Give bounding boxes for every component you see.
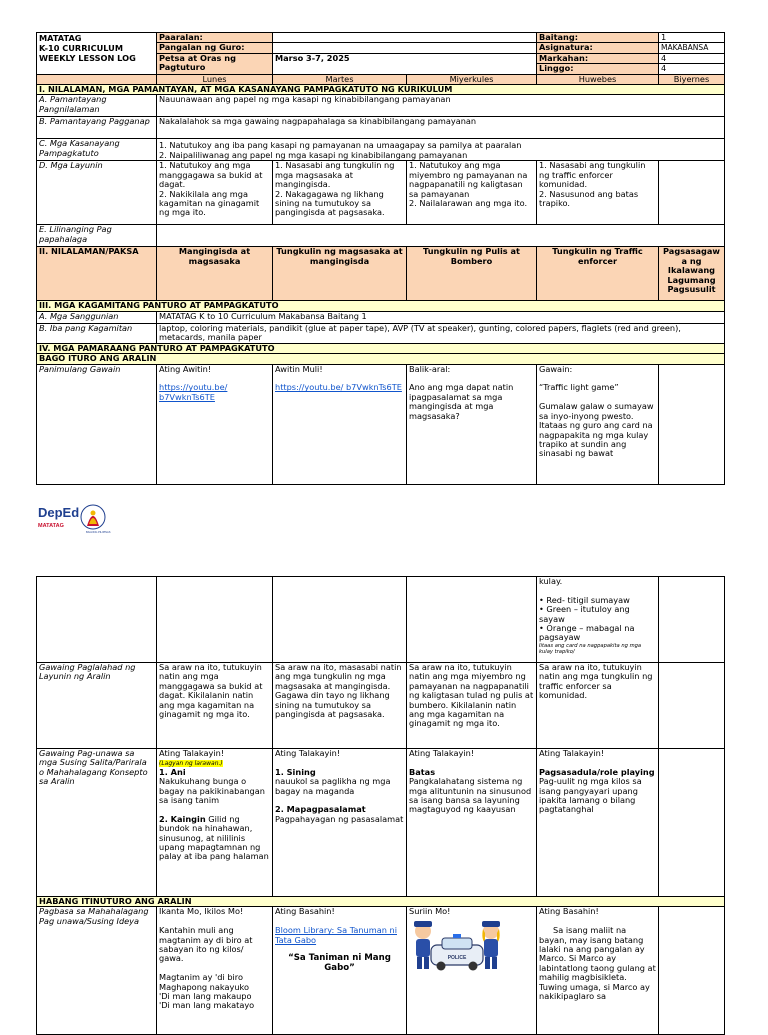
asignatura-label: Asignatura: bbox=[537, 43, 659, 53]
cont-biyernes bbox=[659, 577, 725, 663]
bago-ituro-title: BAGO ITURO ANG ARALIN bbox=[37, 354, 725, 364]
paksa-lunes: Mangingisda at magsasaka bbox=[157, 247, 273, 301]
pagbasa-martes: Ating Basahin! Bloom Library: Sa Tanuman ni Tata Gabo “Sa Taniman ni Mang Gabo” bbox=[273, 907, 407, 1035]
guro-value bbox=[273, 43, 537, 53]
pagbasa-label: Pagbasa sa Mahahalagang Pag unawa/Susing Ideya bbox=[37, 907, 157, 1035]
paaralan-value bbox=[273, 33, 537, 43]
e-label: E. Lilinanging Pag papahalaga bbox=[37, 225, 157, 247]
deped-logo bbox=[36, 500, 156, 536]
pagbasa-lunes: Ikanta Mo, Ikilos Mo! Kantahin muli ang magtanim ay di biro at sabayan ito ng kilos/ gawa. Magtanim ay 'di biro Maghapong nakayuko 'Di man lang makaupo 'Di man lang makatayo bbox=[157, 907, 273, 1035]
cont-label bbox=[37, 577, 157, 663]
pag-unawa-biyernes bbox=[659, 749, 725, 897]
pag-unawa-martes: Ating Talakayin! 1. Sining nauukol sa paglikha ng mga bagay na maganda 2. Mapagpasalamat Pagpahayagan ng pasasalamat bbox=[273, 749, 407, 897]
layunin-miyerkules: Sa araw na ito, tutukuyin natin ang mga miyembro ng pamayanan na nagpapanatili ng kaligtasan tulad ng pulis at bumbero. Kikilalanin natin ang mga kagamitan na ginagamit ng mga ito. bbox=[407, 663, 537, 749]
day-blank bbox=[37, 74, 157, 84]
cont-note: Iitaas ang card na nagpapakita ng mga kulay trapiko/ bbox=[539, 642, 642, 655]
footer-logos bbox=[36, 500, 156, 536]
petsa-label: Petsa at Oras ng Pagtuturo bbox=[157, 53, 273, 74]
cont-huwebes: kulay. • Red- titigil sumayaw • Green – itutuloy ang sayaw • Orange – mabagal na pagsayaw Iitaas ang card na nagpapakita ng mga kulay trapiko/ bbox=[537, 577, 659, 663]
a-label: A. Pamantayang Pangnilalaman bbox=[37, 95, 157, 117]
baitang-value: 1 bbox=[659, 33, 725, 43]
markahan-value: 4 bbox=[659, 53, 725, 63]
section-4-title: IV. MGA PAMARAANG PANTURO AT PAMPAGKATUTO bbox=[37, 343, 725, 353]
a-text: Nauunawaan ang papel ng mga kasapi ng kinabibilangang pamayanan bbox=[157, 95, 725, 117]
asignatura-value: MAKABANSA bbox=[659, 43, 725, 53]
log-title: MATATAG K-10 CURRICULUM WEEKLY LESSON LOG bbox=[37, 33, 157, 75]
b-label: B. Pamantayang Pagganap bbox=[37, 117, 157, 139]
day-biyernes: Biyernes bbox=[659, 74, 725, 84]
c-text: 1. Natutukoy ang iba pang kasapi ng pamayanan na umaagapay sa pamilya at paaralan 2. Naipaliliwanag ang papel ng mga kasapi ng kinabibilangang pamayanan bbox=[157, 139, 725, 161]
guro-label: Pangalan ng Guro: bbox=[157, 43, 273, 53]
pag-unawa-label: Gawaing Pag-unawa sa mga Susing Salita/Parirala o Mahahalagang Konsepto sa Aralin bbox=[37, 749, 157, 897]
baitang-label: Baitang: bbox=[537, 33, 659, 43]
panimula-miyerkules: Balik-aral: Ano ang mga dapat natin ipagpasalamat sa mga mangingisda at mga magsasaka? bbox=[407, 364, 537, 484]
youtube-link-martes[interactable]: https://youtu.be/ b7VwknTs6TE bbox=[275, 382, 402, 393]
lesson-log-table-2 bbox=[36, 576, 725, 1035]
habang-ituro-title: HABANG ITINUTURO ANG ARALIN bbox=[37, 897, 725, 907]
layunin-huwebes: Sa araw na ito, tutukuyin natin ang mga tungkulin ng traffic enforcer sa komunidad. bbox=[537, 663, 659, 749]
linggo-value: 4 bbox=[659, 64, 725, 74]
cont-miyerkules bbox=[407, 577, 537, 663]
b-text: Nakalalahok sa mga gawaing nagpapahalaga sa kinabibilangang pamayanan bbox=[157, 117, 725, 139]
section-2-title: II. NILALAMAN/PAKSA bbox=[37, 247, 157, 301]
panimula-martes: Awitin Muli! https://youtu.be/ b7VwknTs6TE bbox=[273, 364, 407, 484]
pag-unawa-huwebes: Ating Talakayin! Pagsasadula/role playing Pag-uulit ng mga kilos sa isang pangyayari upang ipakita lamang o bilang pagtatanghal bbox=[537, 749, 659, 897]
paksa-huwebes: Tungkulin ng Traffic enforcer bbox=[537, 247, 659, 301]
layunin-martes: Sa araw na ito, masasabi natin ang mga tungkulin ng mga magsasaka at mangingisda. Gagawa din tayo ng likhang sining na tumutukoy sa pangingisda at pagsasaka. bbox=[273, 663, 407, 749]
paksa-biyernes: Pagsasagawa ng Ikalawang Lagumang Pagsusulit bbox=[659, 247, 725, 301]
e-text bbox=[157, 225, 725, 247]
day-miyerkules: Miyerkules bbox=[407, 74, 537, 84]
kagamitan-text: laptop, coloring materials, pandikit (glue at paper tape), AVP (TV at speaker), gunting, colored papers, flaglets (red and green), metacards, manila paper bbox=[157, 323, 725, 343]
section-3-title: III. MGA KAGAMITANG PANTURO AT PAMPAGKATUTO bbox=[37, 301, 725, 311]
pag-unawa-miyerkules: Ating Talakayin! Batas Pangkalahatang sistema ng mga alituntunin na sinusunod sa isang bansa sa layuning magtaguyod ng kaayusan bbox=[407, 749, 537, 897]
lesson-log-page-2 bbox=[36, 576, 724, 1035]
police-car-text: POLICE bbox=[447, 954, 467, 961]
linggo-label: Linggo: bbox=[537, 64, 659, 74]
sanggunian-label: A. Mga Sanggunian bbox=[37, 311, 157, 323]
panimula-biyernes bbox=[659, 364, 725, 484]
petsa-value: Marso 3-7, 2025 bbox=[273, 53, 537, 74]
cont-lunes bbox=[157, 577, 273, 663]
pagbasa-miyerkules: Suriin Mo! POLICE bbox=[407, 907, 537, 1035]
kagamitan-label: B. Iba pang Kagamitan bbox=[37, 323, 157, 343]
panimula-label: Panimulang Gawain bbox=[37, 364, 157, 484]
paaralan-label: Paaralan: bbox=[157, 33, 273, 43]
bagong-pilipinas-text: BAGONG PILIPINAS bbox=[86, 531, 111, 534]
bloom-library-link[interactable]: Bloom Library: Sa Tanuman ni Tata Gabo bbox=[275, 925, 397, 945]
d-miyerkules: 1. Natutukoy ang mga miyembro ng pamayanan na nagpapanatili ng kaligtasan sa pamayanan 2. Nailalarawan ang mga ito. bbox=[407, 161, 537, 225]
highlight-note: (Lagyan ng larawan.) bbox=[159, 760, 223, 768]
c-label: C. Mga Kasanayang Pampagkatuto bbox=[37, 139, 157, 161]
pagbasa-huwebes: Ating Basahin! Sa isang maliit na bayan, may isang batang lalaki na ang pangalan ay Marco. Si Marco ay labintatlong taong gulang at mahilig magbisikleta. Tuwing umaga, si Marco ay nakikipaglaro sa bbox=[537, 907, 659, 1035]
police-illustration bbox=[409, 917, 505, 977]
matatag-logo-text: MATATAG bbox=[38, 523, 64, 529]
sanggunian-text: MATATAG K to 10 Curriculum Makabansa Baitang 1 bbox=[157, 311, 725, 323]
day-huwebes: Huwebes bbox=[537, 74, 659, 84]
d-label: D. Mga Layunin bbox=[37, 161, 157, 225]
pag-unawa-lunes: Ating Talakayin! (Lagyan ng larawan.) 1. Ani Nakukuhang bunga o bagay na pakikinabangan sa isang tanim 2. Kaingin Gilid ng bundok na hinahawan, sinusunog, at nililinis upang mapagtamnan ng palay at iba pang halaman bbox=[157, 749, 273, 897]
layunin-biyernes bbox=[659, 663, 725, 749]
layunin-lunes: Sa araw na ito, tutukuyin natin ang mga manggagawa sa bukid at dagat. Kikilalanin natin ang mga kagamitan na ginagamit ng mga ito. bbox=[157, 663, 273, 749]
panimula-lunes: Ating Awitin! https://youtu.be/ b7VwknTs6TE bbox=[157, 364, 273, 484]
markahan-label: Markahan: bbox=[537, 53, 659, 63]
section-1-title: I. NILALAMAN, MGA PAMANTAYAN, AT MGA KASANAYANG PAMPAGKATUTO NG KURIKULUM bbox=[37, 85, 725, 95]
pagbasa-biyernes bbox=[659, 907, 725, 1035]
lesson-log-table-1 bbox=[36, 32, 725, 485]
deped-logo-text: DepEd bbox=[38, 505, 80, 520]
paksa-miyerkules: Tungkulin ng Pulis at Bombero bbox=[407, 247, 537, 301]
d-biyernes bbox=[659, 161, 725, 225]
day-lunes: Lunes bbox=[157, 74, 273, 84]
layunin-label: Gawaing Paglalahad ng Layunin ng Aralin bbox=[37, 663, 157, 749]
d-huwebes: 1. Nasasabi ang tungkulin ng traffic enforcer komunidad. 2. Nasusunod ang batas trapiko. bbox=[537, 161, 659, 225]
d-martes: 1. Nasasabi ang tungkulin ng mga magsasaka at mangingisda. 2. Nakagagawa ng likhang sining na tumutukoy sa pangingisda at pagsasaka. bbox=[273, 161, 407, 225]
paksa-martes: Tungkulin ng magsasaka at mangingisda bbox=[273, 247, 407, 301]
day-martes: Martes bbox=[273, 74, 407, 84]
d-lunes: 1. Natutukoy ang mga manggagawa sa bukid at dagat. 2. Nakikilala ang mga kagamitan na ginagamit ng mga ito. bbox=[157, 161, 273, 225]
cont-martes bbox=[273, 577, 407, 663]
lesson-log-page-1 bbox=[36, 32, 724, 485]
youtube-link-lunes[interactable]: https://youtu.be/ b7VwknTs6TE bbox=[159, 382, 228, 402]
panimula-huwebes: Gawain: “Traffic light game” Gumalaw galaw o sumayaw sa inyo-inyong pwesto. Itataas ng guro ang card na nagpapakita ng mga kulay trapiko at sundin ang sinasabi ng bawat bbox=[537, 364, 659, 484]
